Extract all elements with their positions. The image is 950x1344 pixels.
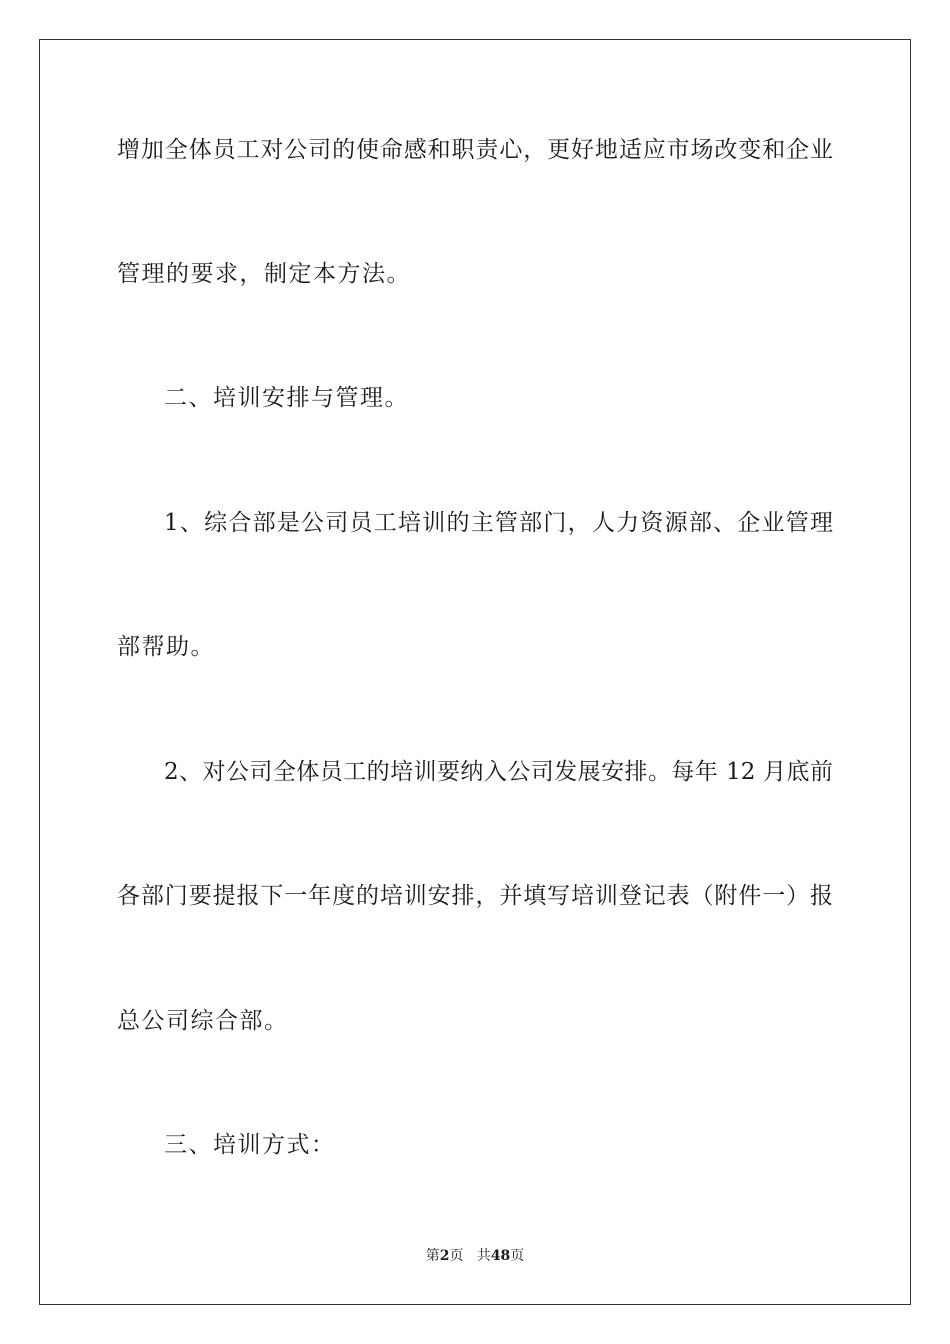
paragraph-line: 部帮助。 xyxy=(117,634,215,660)
paragraph-line: 2、对公司全体员工的培训要纳入公司发展安排。每年 12 月底前 xyxy=(164,759,833,785)
current-page-number: 2 xyxy=(439,1248,450,1264)
total-suffix: 页 xyxy=(510,1248,525,1264)
page-border xyxy=(39,39,911,1305)
paragraph-line: 各部门要提报下一年度的培训安排，并填写培训登记表（附件一）报 xyxy=(117,883,833,909)
total-prefix: 共 xyxy=(476,1248,491,1264)
paragraph-line: 1、综合部是公司员工培训的主管部门，人力资源部、企业管理 xyxy=(164,510,833,536)
paragraph-line: 增加全体员工对公司的使命感和职责心，更好地适应市场改变和企业 xyxy=(117,137,833,163)
section-heading: 二、培训安排与管理。 xyxy=(164,385,409,411)
page-footer xyxy=(0,1246,950,1266)
page-prefix: 第 xyxy=(425,1248,440,1264)
page-suffix: 页 xyxy=(449,1248,464,1264)
paragraph-line: 总公司综合部。 xyxy=(117,1008,289,1034)
section-heading: 三、培训方式： xyxy=(164,1132,336,1158)
paragraph-line: 管理的要求，制定本方法。 xyxy=(117,261,411,287)
total-page-count: 48 xyxy=(490,1248,511,1264)
